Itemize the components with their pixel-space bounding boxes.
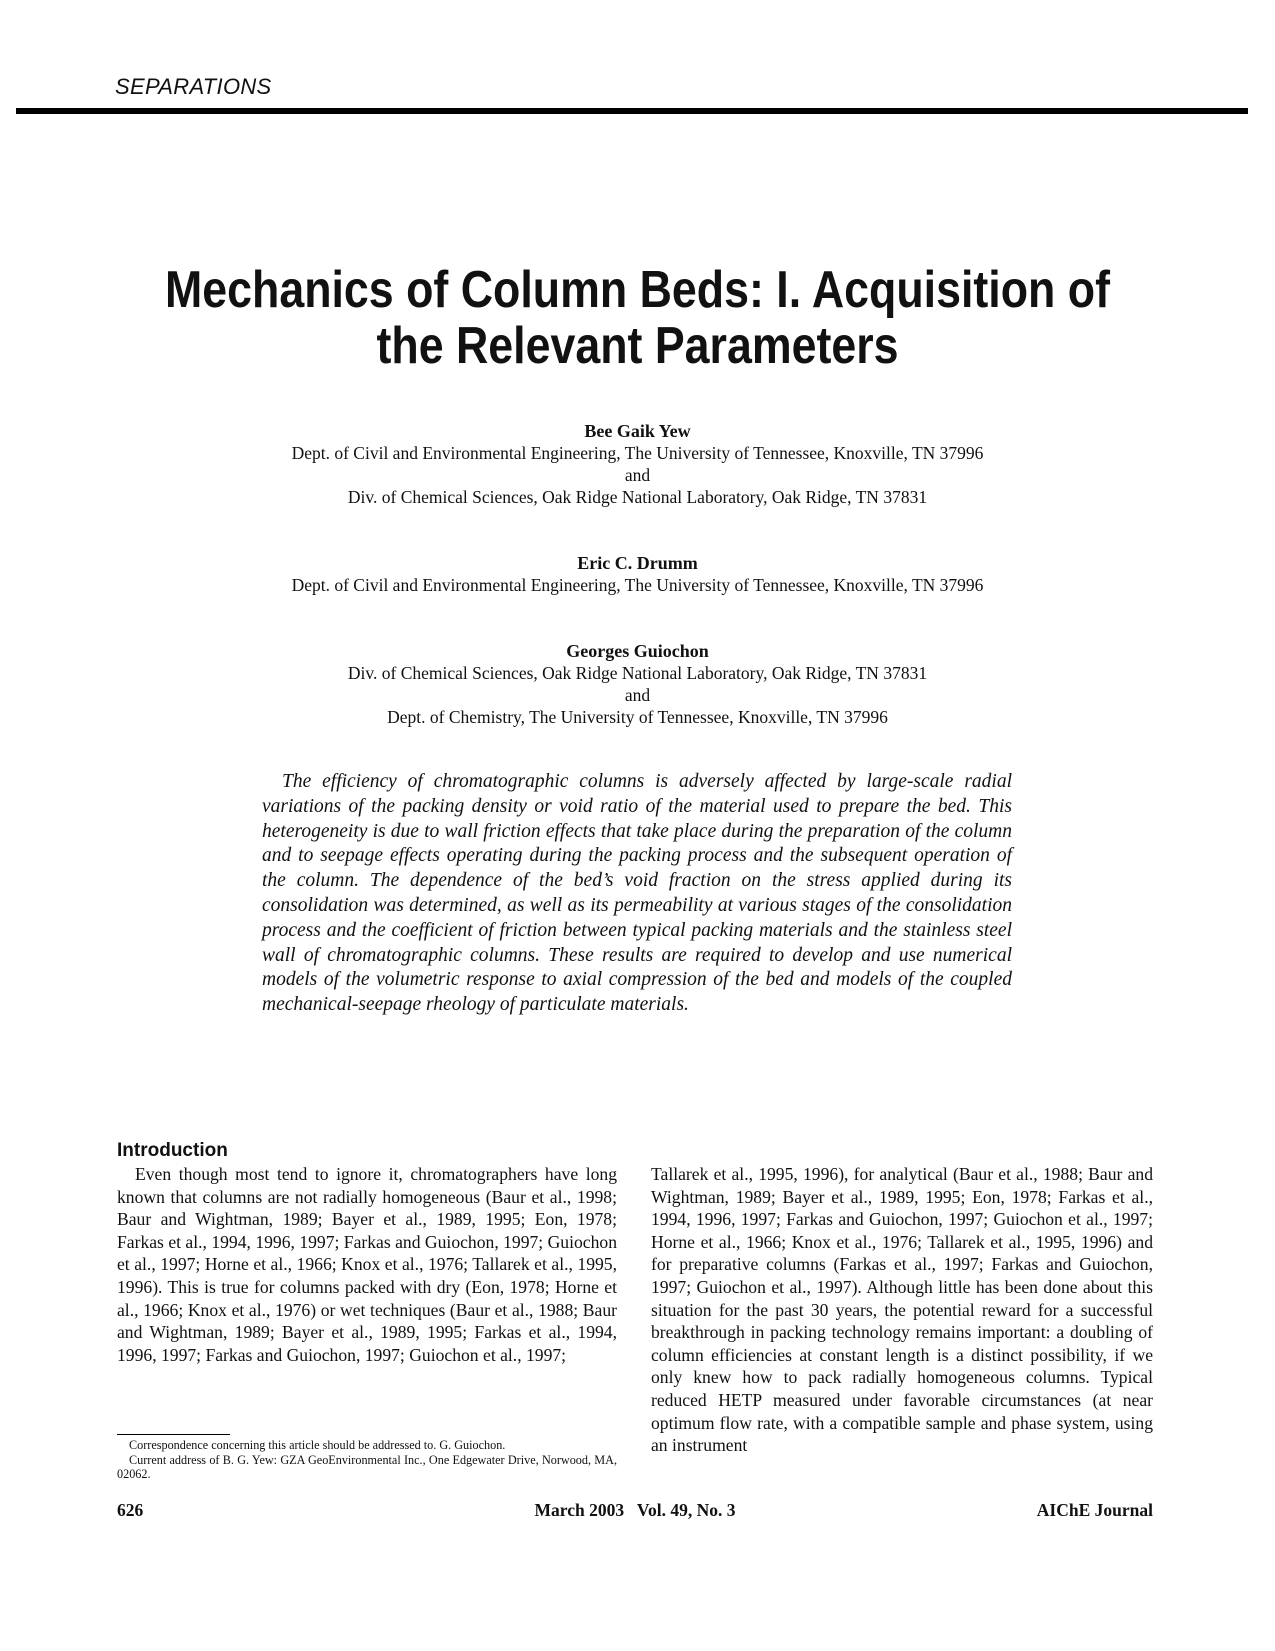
article-title: Mechanics of Column Beds: I. Acquisition of the Relevant Parameters [165, 261, 1110, 375]
author-block [160, 552, 1115, 596]
author-block [160, 420, 1115, 508]
author-block [160, 640, 1115, 728]
abstract: The efficiency of chromatographic columns is adversely affected by large-scale radial variations of the packing density or void ratio of the material used to prepare the bed. This heterogeneity is due to wall friction effects that take place during the preparation of the column and to seepage effects operating during the packing process and the subsequent operation of the column. The dependence of the bed’s void fraction on the stress applied during its consolidation was determined, as well as its permeability at various stages of the consolidation process and the coefficient of friction between typical packing materials and the stainless steel wall of chromatographic columns. These results are required to develop and use numerical models of the volumetric response to axial compression of the bed and models of the coupled mechanical-seepage rheology of particulate materials. [262, 771, 1012, 1016]
footnotes [117, 1438, 617, 1482]
body-text-left-column: Even though most tend to ignore it, chromatographers have long known that columns are not radially homogeneous (Baur et al., 1998; Baur and Wightman, 1989; Bayer et al., 1989, 1995; Eon, 1978; Farkas et al., 1994, 1996, 1997; Farkas and Guiochon, 1997; Guiochon et al., 1997; Horne et al., 1966; Knox et al., 1976; Tallarek et al., 1995, 1996). This is true for columns packed with dry (Eon, 1978; Horne et al., 1966; Knox et al., 1976) or wet techniques (Baur et al., 1988; Baur and Wightman, 1989; Bayer et al., 1989, 1995; Farkas et al., 1994, 1996, 1997; Farkas and Guiochon, 1997; Guiochon et al., 1997; [117, 1164, 617, 1365]
page-number: 626 [117, 1500, 144, 1520]
body-text-right-column: Tallarek et al., 1995, 1996), for analytical (Baur et al., 1988; Baur and Wightman, 1989; Bayer et al., 1989, 1995; Eon, 1978; Farkas et al., 1994, 1996, 1997; Farkas and Guiochon, 1997; Guiochon et al., 1997; Horne et al., 1966; Knox et al., 1976; Tallarek et al., 1995, 1996) and for preparative columns (Farkas et al., 1997; Farkas and Guiochon, 1997; Guiochon et al., 1997). Although little has been done about this situation for the past 30 years, the potential reward for a successful breakthrough in packing technology remains important: a doubling of column efficiencies at constant length is a distinct possibility, if we only knew how to pack radially homogeneous columns. Typical reduced HETP measured under favorable circumstances (at near optimum flow rate, with a compatible sample and phase system, using an instrument [651, 1164, 1153, 1456]
author-list [160, 420, 1115, 772]
issue-info: March 2003 Vol. 49, No. 3 [534, 1500, 736, 1520]
footnote-correspondence: Correspondence concerning this article should be addressed to. G. Guiochon. [129, 1438, 506, 1452]
section-label: SEPARATIONS [115, 74, 272, 99]
author-affiliation: Dept. of Civil and Environmental Engineering, The University of Tennessee, Knoxville, TN 37996 [291, 575, 984, 595]
journal-name: AIChE Journal [1036, 1500, 1153, 1520]
affiliation-conjunction: and [624, 465, 651, 485]
author-affiliation: Dept. of Civil and Environmental Engineering, The University of Tennessee, Knoxville, TN 37996 [291, 443, 984, 463]
section-heading-introduction: Introduction [117, 1140, 228, 1161]
author-name: Georges Guiochon [566, 641, 709, 661]
header-rule [16, 108, 1248, 114]
author-affiliation: Div. of Chemical Sciences, Oak Ridge National Laboratory, Oak Ridge, TN 37831 [347, 487, 928, 507]
author-affiliation: Div. of Chemical Sciences, Oak Ridge National Laboratory, Oak Ridge, TN 37831 [347, 663, 928, 683]
author-name: Eric C. Drumm [577, 553, 698, 573]
affiliation-conjunction: and [624, 685, 651, 705]
footnote-current-address: Current address of B. G. Yew: GZA GeoEnvironmental Inc., One Edgewater Drive, Norwood, MA, 02062. [117, 1452, 617, 1481]
author-name: Bee Gaik Yew [584, 421, 691, 441]
footnote-rule [117, 1434, 230, 1435]
author-affiliation: Dept. of Chemistry, The University of Tennessee, Knoxville, TN 37996 [387, 707, 888, 727]
